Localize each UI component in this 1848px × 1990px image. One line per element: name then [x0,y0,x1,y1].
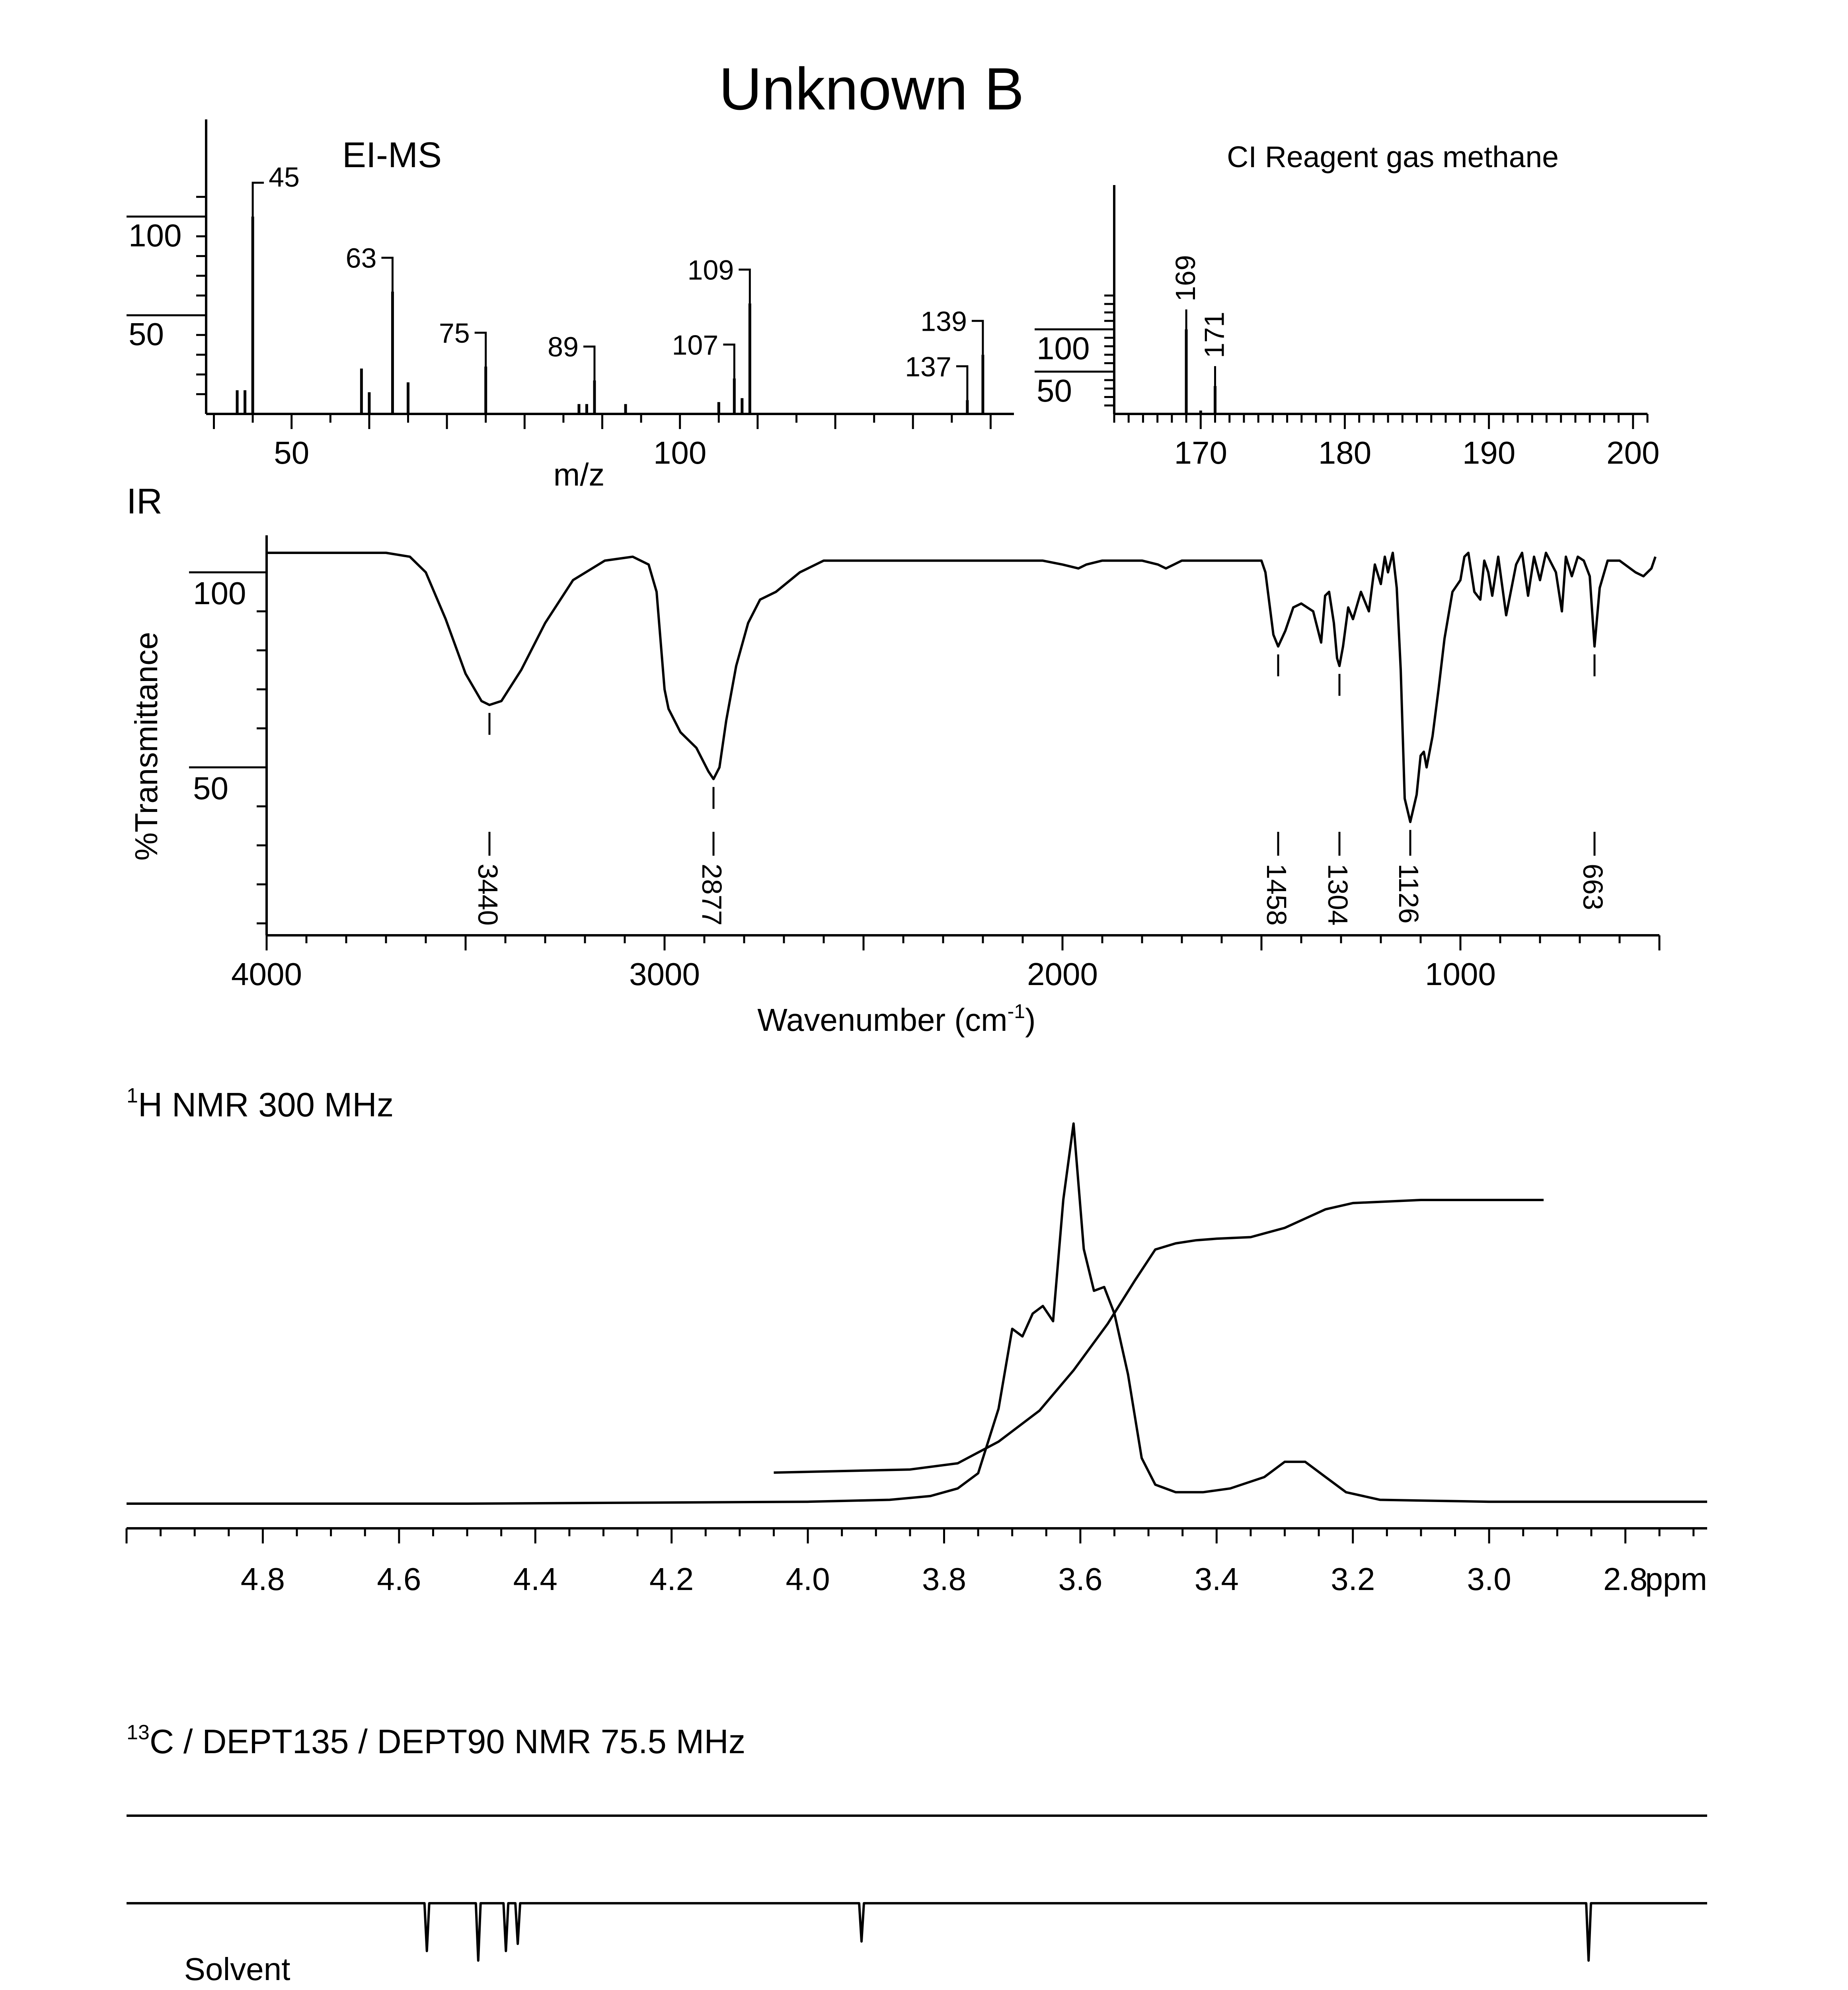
x-tick-label: 170 [1174,435,1228,470]
peak-label-leader [253,183,264,217]
h-nmr-title: $^1$H NMR 300 MHz [127,1084,394,1124]
figure-title: Unknown B [719,55,1024,122]
x-tick-label: 3000 [629,956,700,992]
ir-title: IR [127,482,162,521]
peak-label: 45 [269,162,300,193]
ir-peak-label: 2877 [696,864,727,926]
x-axis-unit: ppm [1645,1561,1707,1597]
x-tick-label: 3.4 [1194,1561,1239,1597]
y-tick-label: 100 [193,576,246,611]
peak-label: 139 [920,306,967,337]
peak-label: 107 [672,329,719,361]
x-tick-label: 3.8 [922,1561,967,1597]
ci-ms-panel [1035,140,1660,470]
ir-xlabel: Wavenumber $(cm^{-1})$ [757,1000,1036,1038]
peak-label: 63 [345,242,377,274]
peak-label-leader [956,366,967,400]
peak-label-leader [972,321,983,355]
x-tick-label: 4.4 [513,1561,558,1597]
x-tick-label: 200 [1606,435,1660,470]
peak-label: 171 [1199,312,1230,358]
y-tick-label: 50 [129,316,164,352]
peak-label-leader [475,333,486,367]
x-tick-label: 100 [653,435,707,470]
peak-label-leader [739,269,750,303]
peak-label: 137 [905,351,951,382]
ci-ms-title: CI Reagent gas methane [1227,140,1559,174]
peak-label: 169 [1170,255,1201,302]
x-tick-label: 3.0 [1467,1561,1511,1597]
peak-label: 89 [548,331,579,363]
ei-ms-xlabel: m/z [553,457,605,492]
x-tick-label: 4.8 [240,1561,285,1597]
ir-peak-label: 663 [1577,864,1608,910]
x-tick-label: 3.6 [1058,1561,1103,1597]
y-tick-label: 100 [1037,330,1090,366]
peak-label-leader [723,345,734,378]
x-tick-label: 4.0 [786,1561,830,1597]
peak-label: 75 [439,318,470,349]
h-nmr-panel [127,1084,1707,1597]
c-nmr-panel [127,1721,1707,1990]
c-nmr-title: $^{13}$C / DEPT135 / DEPT90 NMR 75.5 MHz [127,1721,746,1761]
x-tick-label: 180 [1318,435,1372,470]
peak-label-leader [381,258,392,292]
y-tick-label: 50 [1037,373,1072,408]
peak-label-leader [583,347,595,380]
ir-ylabel: %Transmittance [129,632,164,861]
x-tick-label: 3.2 [1331,1561,1375,1597]
c-nmr-annotation: Solvent [184,1951,290,1987]
x-tick-label: 4.2 [649,1561,694,1597]
y-tick-label: 100 [129,218,182,254]
x-tick-label: 4000 [231,956,302,992]
y-tick-label: 50 [193,771,228,806]
h-nmr-integral-line [774,1200,1544,1473]
ei-ms-panel [127,119,1014,492]
x-tick-label: 2000 [1027,956,1098,992]
ei-ms-title: EI-MS [342,135,442,175]
ir-panel [127,482,1659,1038]
x-tick-label: 50 [274,435,310,470]
ir-peak-label: 1458 [1261,864,1292,926]
ir-peak-label: 1304 [1322,864,1353,926]
ir-spectrum-line [267,553,1655,822]
x-tick-label: 190 [1462,435,1516,470]
peak-label: 109 [687,254,734,286]
x-tick-label: 4.6 [377,1561,421,1597]
x-tick-label: 2.8 [1603,1561,1648,1597]
ir-peak-label: 1126 [1393,864,1424,924]
c-nmr-trace-dept135 [127,1903,1707,1961]
ir-peak-label: 3440 [472,864,503,926]
x-tick-label: 1000 [1425,956,1496,992]
h-nmr-spectrum-line [127,1124,1707,1504]
